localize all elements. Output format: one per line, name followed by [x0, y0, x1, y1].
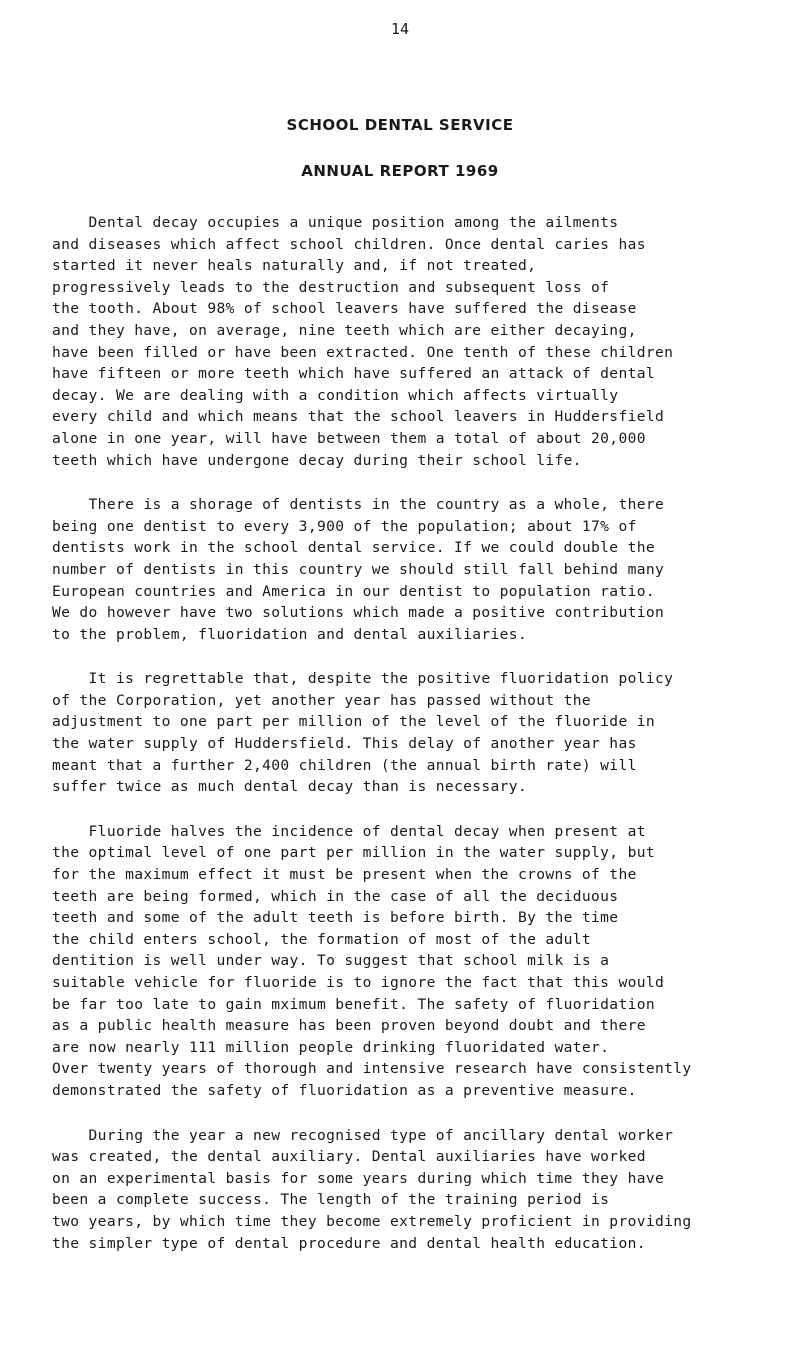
text-line: decay. We are dealing with a condition which affects virtually [52, 386, 619, 404]
text-line: Over twenty years of thorough and intensive research have consistently [52, 1060, 692, 1078]
text-line: are now nearly 111 million people drinking fluoridated water. [52, 1038, 610, 1056]
text-line: as a public health measure has been proven beyond doubt and there [52, 1017, 646, 1035]
text-line: dentists work in the school dental service. If we could double the [52, 539, 655, 557]
paragraph [52, 212, 792, 471]
text-line: meant that a further 2,400 children (the annual birth rate) will [52, 756, 637, 774]
text-line: There is a shorage of dentists in the country as a whole, there [52, 496, 665, 514]
text-line: on an experimental basis for some years during which time they have [52, 1169, 665, 1187]
text-line: teeth and some of the adult teeth is before birth. By the time [52, 909, 619, 927]
text-line: the tooth. About 98% of school leavers have suffered the disease [52, 300, 637, 318]
text-line: progressively leads to the destruction and subsequent loss of [52, 278, 610, 296]
text-line: being one dentist to every 3,900 of the population; about 17% of [52, 517, 637, 535]
text-line: the optimal level of one part per million in the water supply, but [52, 844, 655, 862]
text-line: of the Corporation, yet another year has passed without the [52, 691, 592, 709]
text-line: every child and which means that the school leavers in Huddersfield [52, 408, 665, 426]
text-line: demonstrated the safety of fluoridation as a preventive measure. [52, 1081, 637, 1099]
text-line: adjustment to one part per million of the level of the fluoride in [52, 713, 655, 731]
text-line: to the problem, fluoridation and dental auxiliaries. [52, 625, 528, 643]
text-line: the water supply of Huddersfield. This delay of another year has [52, 735, 637, 753]
text-line: Fluoride halves the incidence of dental decay when present at [52, 822, 646, 840]
text-line: started it never heals naturally and, if not treated, [52, 257, 537, 275]
text-line: suitable vehicle for fluoride is to ignore the fact that this would [52, 974, 665, 991]
text-line: the simpler type of dental procedure and dental health education. [52, 1234, 646, 1252]
text-line: have been filled or have been extracted. One tenth of these children [52, 343, 674, 361]
paragraph [52, 821, 792, 1102]
document-body [52, 212, 792, 1277]
text-line: During the year a new recognised type of ancillary dental worker [52, 1126, 674, 1144]
text-line: have fifteen or more teeth which have suffered an attack of dental [52, 365, 655, 383]
text-line: and diseases which affect school children. Once dental caries has [52, 235, 646, 253]
text-line: teeth which have undergone decay during their school life. [52, 451, 582, 469]
text-line: the child enters school, the formation of most of the adult [52, 930, 592, 948]
page-number: 14 [390, 20, 410, 38]
text-line: Dental decay occupies a unique position among the ailments [52, 214, 619, 231]
text-line: and they have, on average, nine teeth which are either decaying, [52, 321, 637, 339]
text-line: be far too late to gain mximum benefit. The safety of fluoridation [52, 995, 655, 1013]
text-line: was created, the dental auxiliary. Dental auxiliaries have worked [52, 1148, 646, 1166]
paragraph [52, 668, 792, 798]
text-line: suffer twice as much dental decay than is necessary. [52, 778, 528, 796]
document-title: SCHOOL DENTAL SERVICE [286, 116, 514, 134]
text-line: been a complete success. The length of the training period is [52, 1191, 610, 1209]
text-line: dentition is well under way. To suggest that school milk is a [52, 952, 610, 970]
text-line: two years, by which time they become extremely proficient in providing [52, 1212, 692, 1230]
paragraph [52, 494, 792, 645]
text-line: alone in one year, will have between them a total of about 20,000 [52, 429, 646, 447]
text-line: for the maximum effect it must be present when the crowns of the [52, 866, 637, 884]
paragraph [52, 1125, 792, 1255]
text-line: We do however have two solutions which made a positive contribution [52, 604, 665, 622]
document-subtitle: ANNUAL REPORT 1969 [301, 162, 499, 180]
text-line: It is regrettable that, despite the positive fluoridation policy [52, 670, 674, 688]
text-line: number of dentists in this country we should still fall behind many [52, 560, 665, 578]
text-line: European countries and America in our dentist to population ratio. [52, 582, 655, 600]
text-line: teeth are being formed, which in the case of all the deciduous [52, 887, 619, 905]
